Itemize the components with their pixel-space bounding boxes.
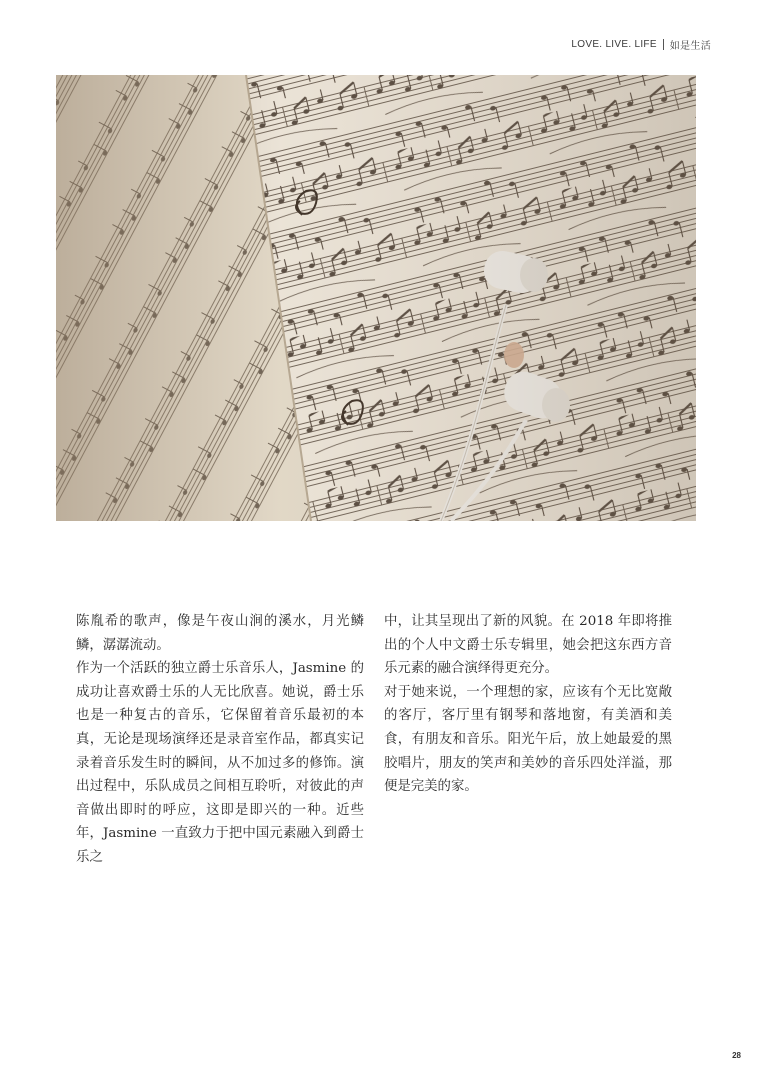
- paragraph: 中，让其呈现出了新的风貌。在 2018 年即将推出的个人中文爵士乐专辑里，她会把这东西方音乐元素的融合演绎得更充分。: [384, 614, 672, 677]
- paragraph: 对于她来说，一个理想的家，应该有个无比宽敞的客厅，客厅里有钢琴和落地窗，有美酒和美食，有朋友和音乐。阳光午后，放上她最爱的黑胶唱片，朋友的笑声和美妙的音乐四处洋溢，那便是完美的家。: [384, 684, 672, 795]
- header-chinese: 如是生活: [669, 41, 711, 52]
- article-column-right: [384, 610, 672, 799]
- running-header: [571, 37, 711, 52]
- feature-photo: [56, 75, 696, 521]
- sheet-music-earphones-photo: [56, 75, 696, 521]
- paragraph: 作为一个活跃的独立爵士乐音乐人，Jasmine 的成功让喜欢爵士乐的人无比欣喜。她说，爵士乐也是一种复古的音乐，它保留着音乐最初的本真，无论是现场演绎还是录音室作品，都真实记录着音乐发生时的瞬间，从不加过多的修饰。演出过程中，乐队成员之间相互聆听，对彼此的声音做出即时的呼应，这即是即兴的一种。近些年，Jasmine 一直致力于把中国元素融入到爵士乐之: [76, 661, 364, 865]
- page-number: 28: [732, 1051, 741, 1060]
- article-column-left: [76, 610, 364, 870]
- header-divider: [663, 39, 664, 50]
- paragraph: 陈胤希的歌声，像是午夜山涧的溪水，月光鳞鳞，潺潺流动。: [76, 614, 364, 653]
- header-english: LOVE. LIVE. LIFE: [571, 39, 657, 50]
